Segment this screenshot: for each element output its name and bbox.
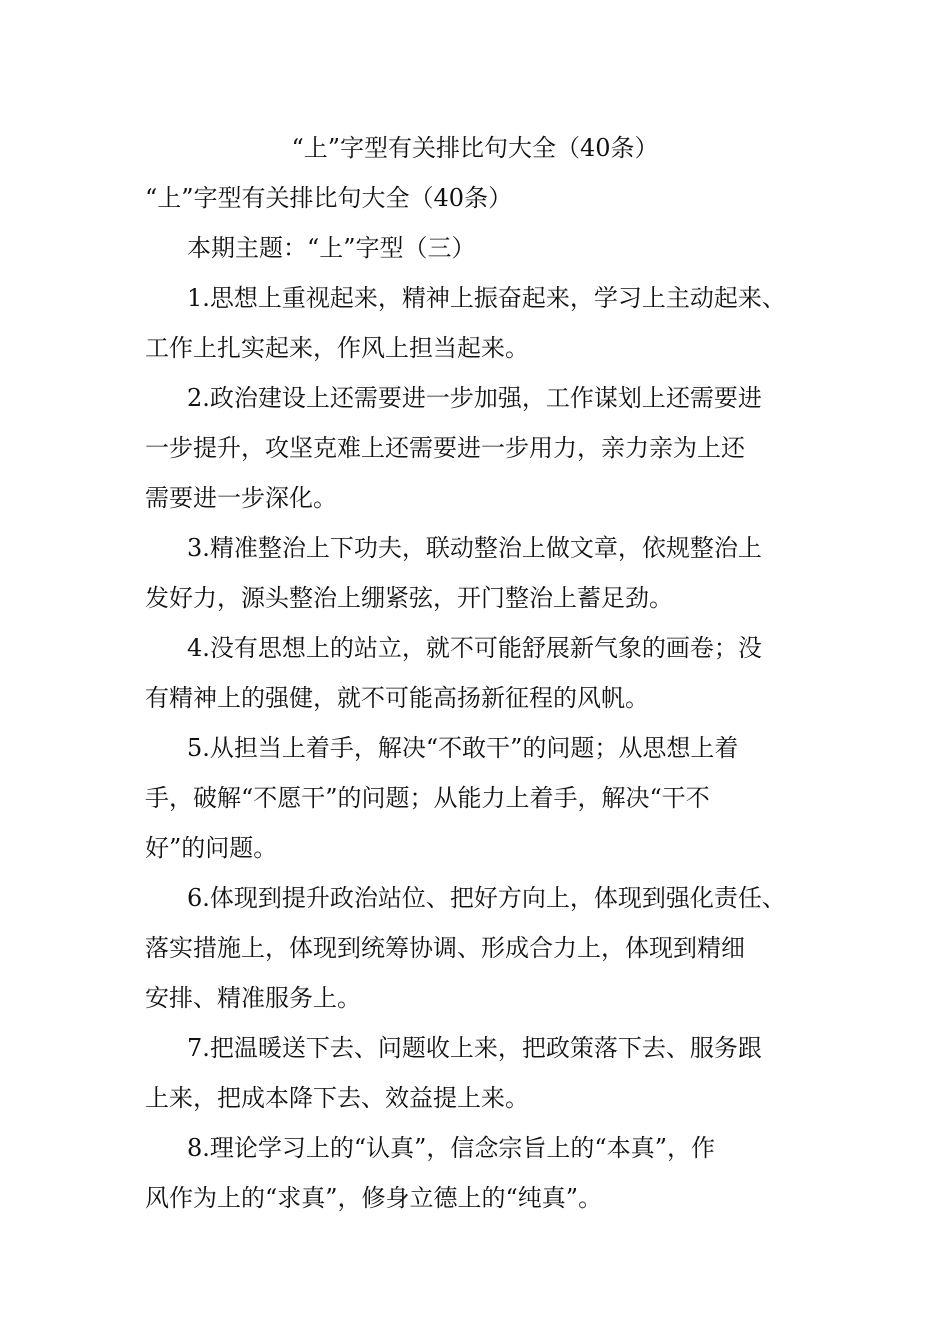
item-5-line-1: 5.从担当上着手，解决“不敢干”的问题；从思想上着 bbox=[187, 734, 739, 762]
item-2-line-1: 2.政治建设上还需要进一步加强，工作谋划上还需要进 bbox=[187, 384, 762, 412]
item-4-line-2: 有精神上的强健，就不可能高扬新征程的风帆。 bbox=[145, 684, 649, 712]
item-1-line-1: 1.思想上重视起来，精神上振奋起来，学习上主动起来、 bbox=[187, 284, 786, 312]
item-6-line-1: 6.体现到提升政治站位、把好方向上，体现到强化责任、 bbox=[187, 884, 786, 912]
item-3-line-1: 3.精准整治上下功夫，联动整治上做文章，依规整治上 bbox=[187, 534, 762, 562]
item-8-line-2: 风作为上的“求真”，修身立德上的“纯真”。 bbox=[145, 1184, 603, 1212]
subtitle-line: “上”字型有关排比句大全（40条） bbox=[145, 184, 513, 212]
topic-line: 本期主题：“上”字型（三） bbox=[187, 234, 476, 262]
item-5-line-3: 好”的问题。 bbox=[145, 834, 278, 862]
item-5-line-2: 手，破解“不愿干”的问题；从能力上着手，解决“干不 bbox=[145, 784, 710, 812]
item-3-line-2: 发好力，源头整治上绷紧弦，开门整治上蓄足劲。 bbox=[145, 584, 673, 612]
item-7-line-2: 上来，把成本降下去、效益提上来。 bbox=[145, 1084, 529, 1112]
item-2-line-2: 一步提升，攻坚克难上还需要进一步用力，亲力亲为上还 bbox=[145, 434, 745, 462]
item-8-line-1: 8.理论学习上的“认真”，信念宗旨上的“本真”，作 bbox=[187, 1134, 715, 1162]
item-1-line-2: 工作上扎实起来，作风上担当起来。 bbox=[145, 334, 529, 362]
document-title: “上”字型有关排比句大全（40条） bbox=[291, 134, 659, 162]
item-4-line-1: 4.没有思想上的站立，就不可能舒展新气象的画卷；没 bbox=[187, 634, 762, 662]
item-2-line-3: 需要进一步深化。 bbox=[145, 484, 337, 512]
item-6-line-3: 安排、精准服务上。 bbox=[145, 984, 361, 1012]
item-6-line-2: 落实措施上，体现到统筹协调、形成合力上，体现到精细 bbox=[145, 934, 745, 962]
item-7-line-1: 7.把温暖送下去、问题收上来，把政策落下去、服务跟 bbox=[187, 1034, 762, 1062]
